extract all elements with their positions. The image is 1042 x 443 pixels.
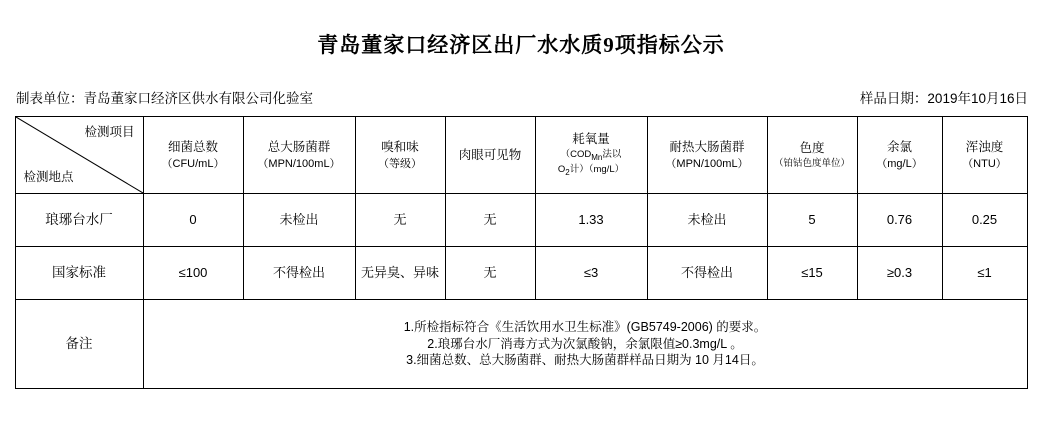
header-col-unit: （NTU） [962,157,1007,170]
header-col-name: 色度 [799,140,825,155]
header-col-name: 耗氧量 [572,131,610,146]
cell-bacteria-count: 0 [143,194,243,247]
cell-residual-chlorine: 0.76 [857,194,942,247]
header-col-unit: （CFU/mL） [161,157,225,170]
page-title: 青岛董家口经济区出厂水水质9项指标公示 [317,33,725,57]
notes-label: 备注 [15,300,143,389]
header-col-name: 耐热大肠菌群 [669,139,745,154]
note-line: 1.所检指标符合《生活饮用水卫生标准》(GB5749-2006) 的要求。 [403,319,767,334]
header-location-label: 检测地点 [23,170,74,185]
cell-total-coliform: 不得检出 [243,247,355,300]
document-meta [0,87,1042,107]
note-line: 2.琅琊台水厂消毒方式为次氯酸钠，余氯限值≥0.3mg/L 。 [427,336,743,351]
header-col-odor-taste [355,117,445,194]
header-col-unit: （等级） [378,157,422,170]
header-col-total-coliform [243,117,355,194]
sample-date-text: 样品日期：2019年10月16日 [859,91,1028,106]
header-item-label: 检测项目 [84,125,135,139]
header-col-unit: （MPN/100mL） [257,157,341,170]
header-col-name: 嗅和味 [381,139,419,154]
cell-turbidity: ≤1 [942,247,1027,300]
cell-bacteria-count: ≤100 [143,247,243,300]
cell-odor-taste: 无 [355,194,445,247]
cell-total-coliform: 未检出 [243,194,355,247]
cell-turbidity: 0.25 [942,194,1027,247]
header-col-unit: （mg/L） [876,157,923,170]
cell-odor-taste: 无异臭、异味 [355,247,445,300]
cell-visible-matter: 无 [445,194,535,247]
header-col-oxygen-consumption [535,117,647,194]
header-col-thermotolerant-coliform [647,117,767,194]
header-col-visible-matter [445,117,535,194]
header-col-turbidity [942,117,1027,194]
header-corner-cell [15,117,143,194]
header-col-unit-line2: $O_2$计）（mg/L） [557,164,625,178]
header-col-bacteria-count [143,117,243,194]
row-label-plant: 琅琊台水厂 [15,194,143,247]
header-col-name: 浑浊度 [965,139,1004,154]
table-row [15,194,1027,247]
header-col-name: 余氯 [886,139,912,154]
cell-visible-matter: 无 [445,247,535,300]
cell-chromaticity: ≤15 [767,247,857,300]
header-col-unit: （$COD_{Mn}$法以 [560,148,622,162]
header-col-unit: （铂钴色度单位） [773,157,850,169]
cell-residual-chlorine: ≥0.3 [857,247,942,300]
water-quality-table [15,116,1028,389]
notes-body [143,300,1027,389]
header-col-name: 细菌总数 [167,139,218,154]
document-page [0,29,1042,443]
cell-oxygen-consumption: 1.33 [535,194,647,247]
header-col-unit: （MPN/100mL） [665,157,749,170]
header-col-name: 肉眼可见物 [458,147,522,162]
cell-thermotolerant-coliform: 不得检出 [647,247,767,300]
note-line: 3.细菌总数、总大肠菌群、耐热大肠菌群样品日期为 10 月14日。 [406,353,764,368]
table-row [15,247,1027,300]
header-col-residual-chlorine [857,117,942,194]
cell-chromaticity: 5 [767,194,857,247]
row-label-standard: 国家标准 [15,247,143,300]
cell-thermotolerant-coliform: 未检出 [647,194,767,247]
header-col-chromaticity [767,117,857,194]
table-notes-row [15,300,1027,389]
header-col-name: 总大肠菌群 [267,139,331,154]
table-header-row [15,117,1027,194]
prepared-by-text: 制表单位：青岛董家口经济区供水有限公司化验室 [16,91,313,106]
cell-oxygen-consumption: ≤3 [535,247,647,300]
